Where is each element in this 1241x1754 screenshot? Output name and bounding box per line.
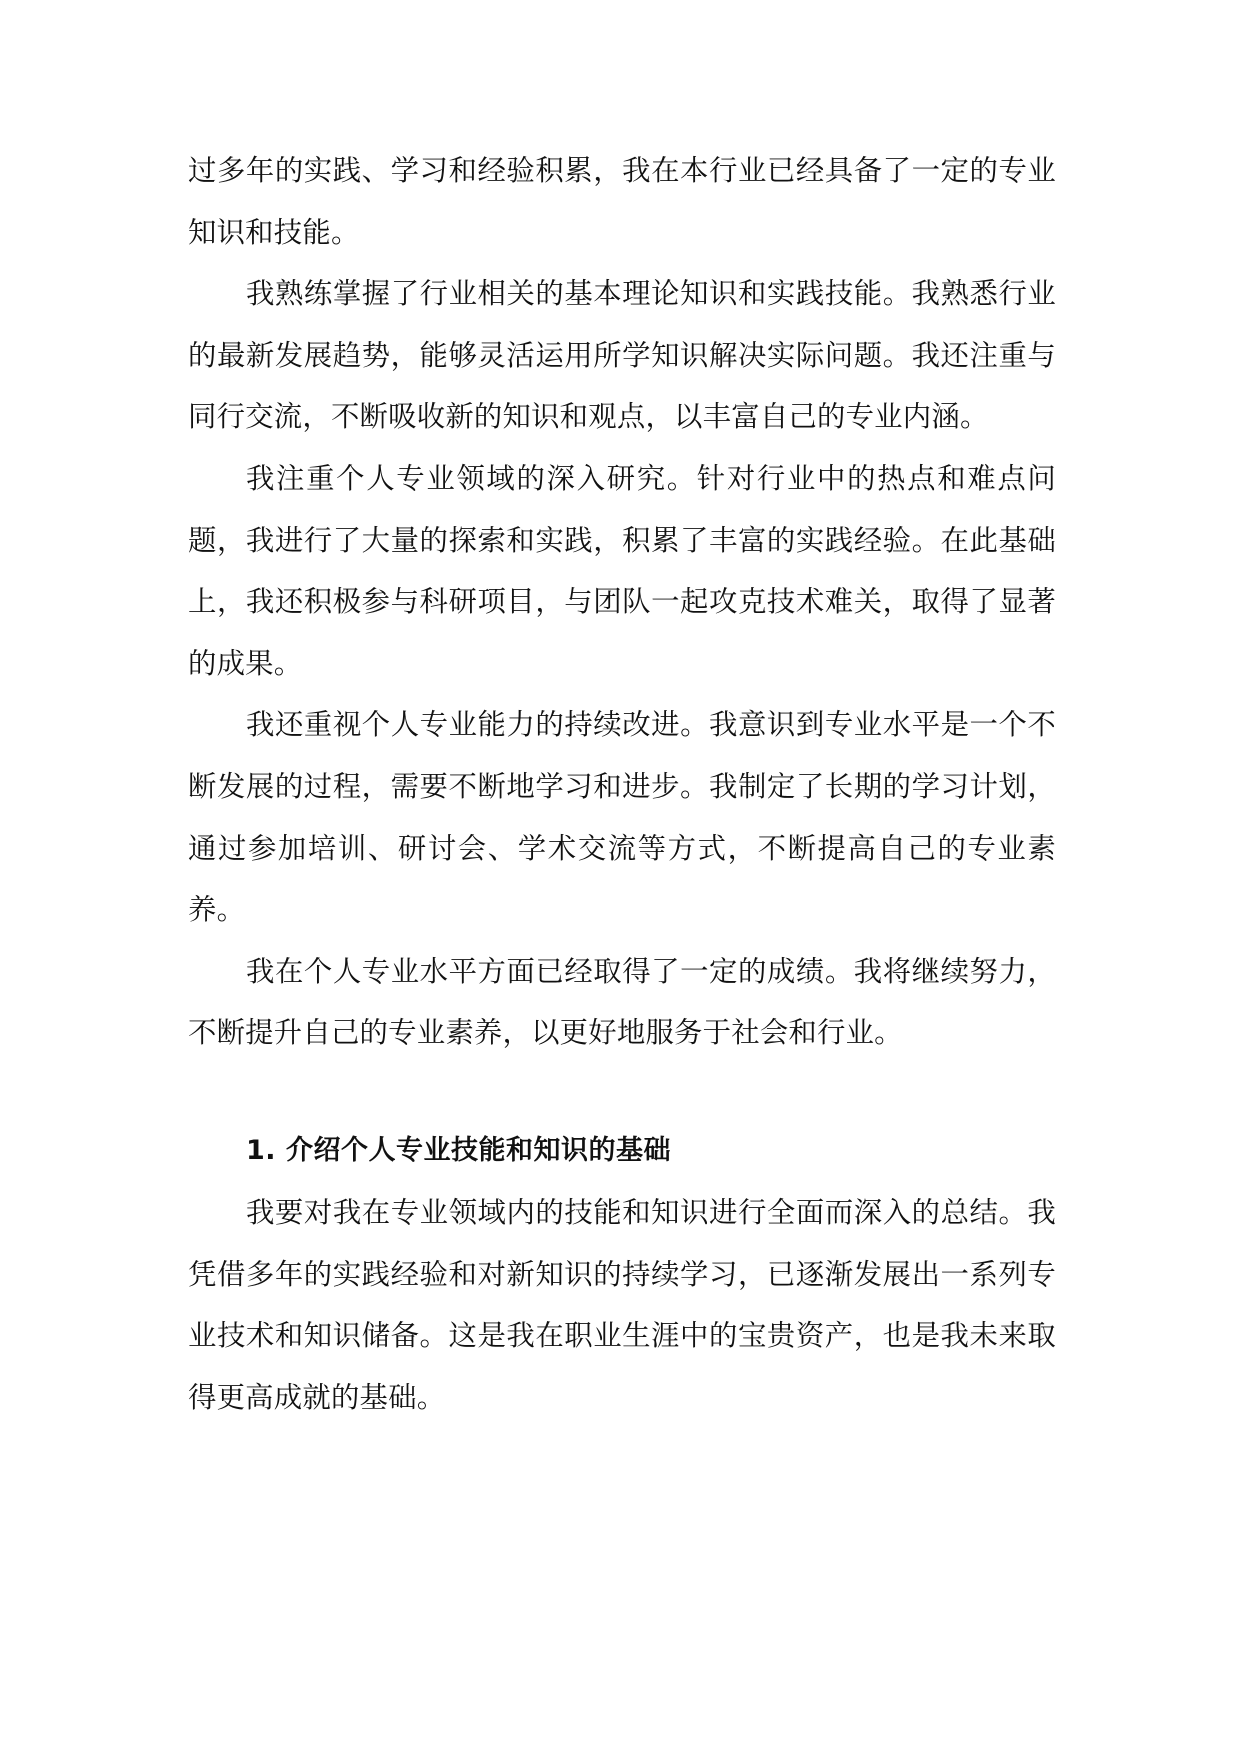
paragraph-continued: 过多年的实践、学习和经验积累，我在本行业已经具备了一定的专业知识和技能。 <box>188 154 1056 249</box>
section-heading: 1. 介绍个人专业技能和知识的基础 <box>246 1134 671 1166</box>
paragraph-skills-foundation: 我要对我在专业领域内的技能和知识进行全面而深入的总结。我凭借多年的实践经验和对新知识的持续学习，已逐渐发展出一系列专业技术和知识储备。这是我在职业生涯中的宝贵资产，也是我未来取得更高成就的基础。 <box>188 1195 1056 1414</box>
document-body <box>188 140 1056 1428</box>
paragraph-improvement: 我还重视个人专业能力的持续改进。我意识到专业水平是一个不断发展的过程，需要不断地学习和进步。我制定了长期的学习计划，通过参加培训、研讨会、学术交流等方式，不断提高自己的专业素养。 <box>188 708 1056 927</box>
paragraph-theory-skills: 我熟练掌握了行业相关的基本理论知识和实践技能。我熟悉行业的最新发展趋势，能够灵活运用所学知识解决实际问题。我还注重与同行交流，不断吸收新的知识和观点，以丰富自己的专业内涵。 <box>188 277 1056 434</box>
paragraph-summary: 我在个人专业水平方面已经取得了一定的成绩。我将继续努力，不断提升自己的专业素养，以更好地服务于社会和行业。 <box>188 954 1056 1050</box>
paragraph-research: 我注重个人专业领域的深入研究。针对行业中的热点和难点问题，我进行了大量的探索和实践，积累了丰富的实践经验。在此基础上，我还积极参与科研项目，与团队一起攻克技术难关，取得了显著的成果。 <box>188 461 1056 680</box>
